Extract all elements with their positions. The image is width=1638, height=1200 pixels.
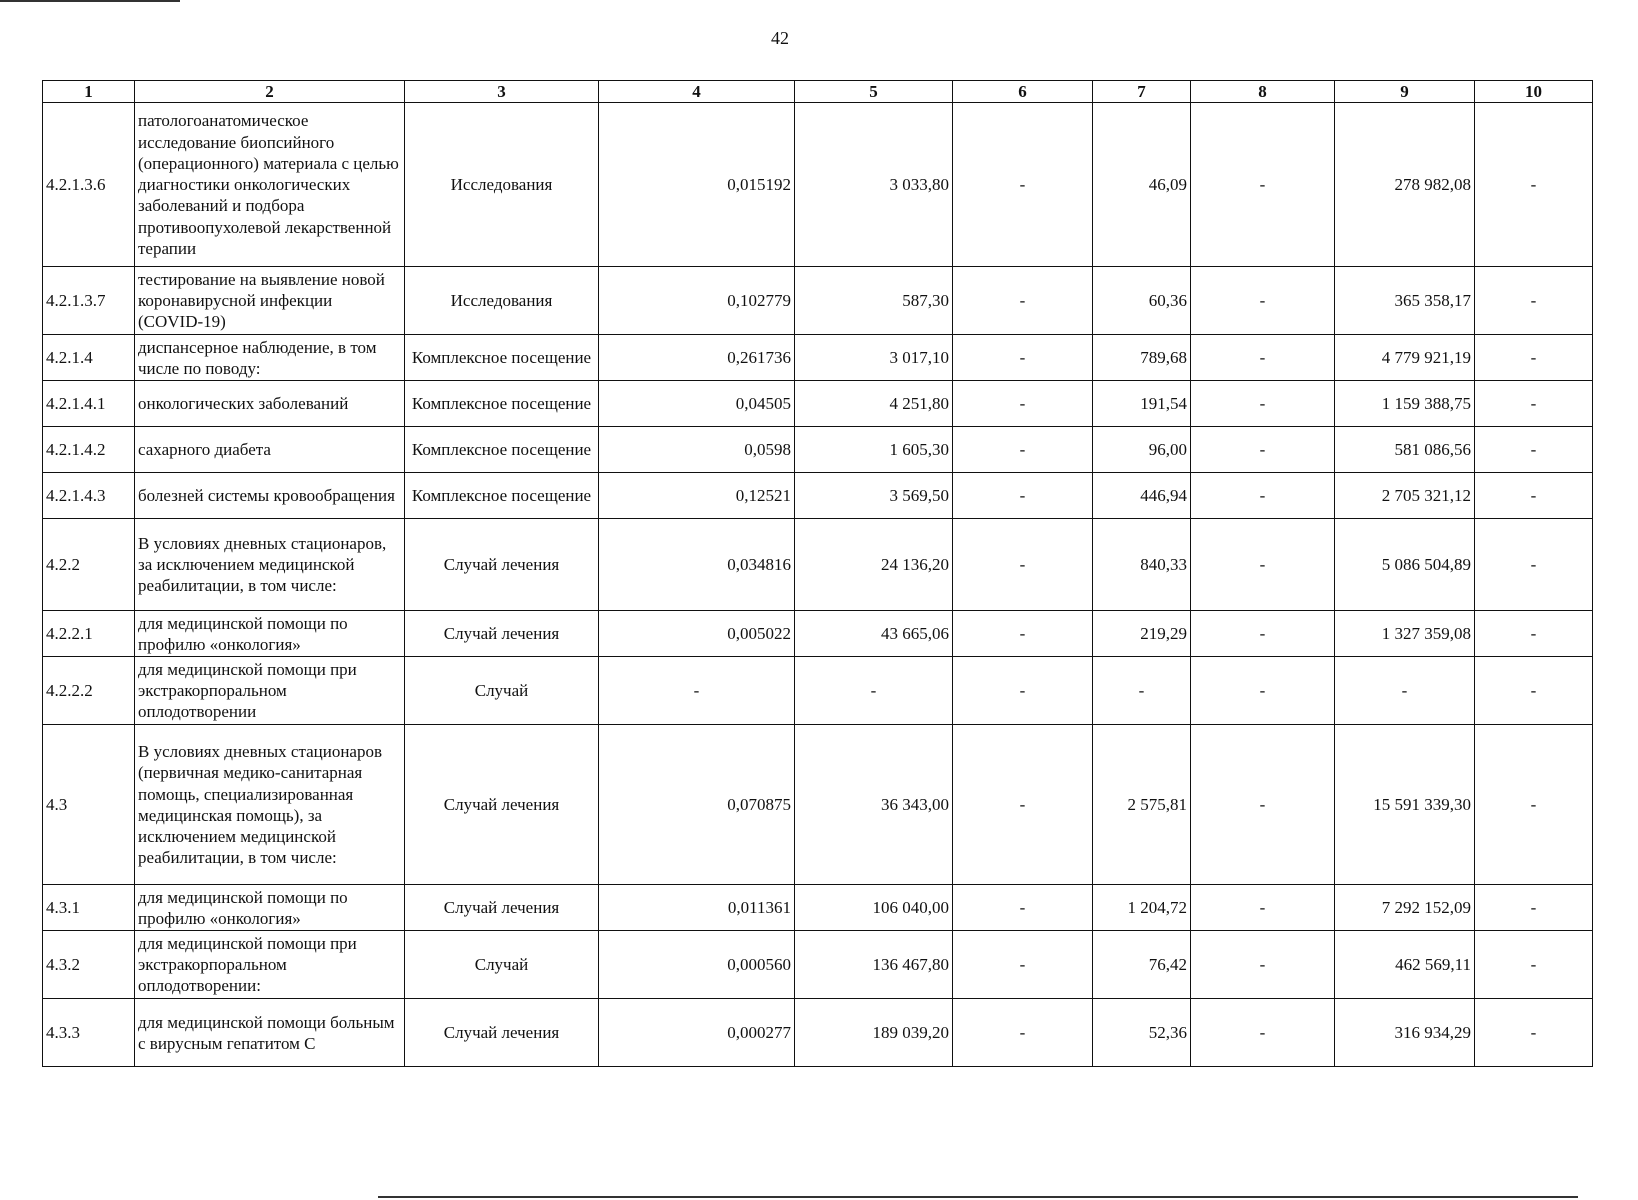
cell-col-5: 3 033,80 [795, 103, 953, 267]
cell-col-5: 4 251,80 [795, 381, 953, 427]
cell-col-10: - [1475, 519, 1593, 611]
cell-name: для медицинской помощи по профилю «онкология» [135, 611, 405, 657]
cell-col-5: 587,30 [795, 267, 953, 335]
cell-col-5: 3 017,10 [795, 335, 953, 381]
cell-col-10: - [1475, 267, 1593, 335]
cell-col-10: - [1475, 103, 1593, 267]
cell-name: В условиях дневных стационаров, за исключением медицинской реабилитации, в том числе: [135, 519, 405, 611]
cell-col-10: - [1475, 657, 1593, 725]
cell-unit: Комплексное посещение [405, 381, 599, 427]
table-body [43, 103, 1593, 1067]
cell-col-8: - [1191, 885, 1335, 931]
cell-name: для медицинской помощи при экстракорпоральном оплодотворении [135, 657, 405, 725]
cell-col-6: - [953, 381, 1093, 427]
cell-col-4: 0,005022 [599, 611, 795, 657]
table-row [43, 381, 1593, 427]
cell-col-9: 581 086,56 [1335, 427, 1475, 473]
cell-col-7: 1 204,72 [1093, 885, 1191, 931]
cell-col-5: 3 569,50 [795, 473, 953, 519]
scan-edge-line [0, 0, 180, 2]
cell-name: патологоанатомическое исследование биопсийного (операционного) материала с целью диагностики онкологических заболеваний и подбора противоопухолевой лекарственной терапии [135, 103, 405, 267]
table-row [43, 473, 1593, 519]
cell-col-7: - [1093, 657, 1191, 725]
cell-unit: Случай [405, 657, 599, 725]
cell-code: 4.3.1 [43, 885, 135, 931]
cell-col-7: 46,09 [1093, 103, 1191, 267]
cell-col-9: 7 292 152,09 [1335, 885, 1475, 931]
cell-col-4: 0,034816 [599, 519, 795, 611]
cell-col-4: 0,261736 [599, 335, 795, 381]
cell-col-8: - [1191, 335, 1335, 381]
cell-col-4: 0,000560 [599, 931, 795, 999]
cell-col-8: - [1191, 999, 1335, 1067]
cell-col-4: 0,0598 [599, 427, 795, 473]
cell-code: 4.2.2.2 [43, 657, 135, 725]
cell-col-4: 0,04505 [599, 381, 795, 427]
cell-col-5: 136 467,80 [795, 931, 953, 999]
cell-unit: Исследования [405, 267, 599, 335]
cell-code: 4.2.1.3.6 [43, 103, 135, 267]
cell-unit: Комплексное посещение [405, 335, 599, 381]
header-col-1: 1 [43, 81, 135, 103]
cell-col-10: - [1475, 381, 1593, 427]
cell-name: болезней системы кровообращения [135, 473, 405, 519]
cell-col-8: - [1191, 103, 1335, 267]
cell-unit: Случай лечения [405, 519, 599, 611]
cell-code: 4.2.1.4.1 [43, 381, 135, 427]
cell-code: 4.3.3 [43, 999, 135, 1067]
cell-col-5: 1 605,30 [795, 427, 953, 473]
cell-col-5: 36 343,00 [795, 725, 953, 885]
table-row [43, 885, 1593, 931]
cell-col-4: 0,011361 [599, 885, 795, 931]
cell-col-6: - [953, 611, 1093, 657]
cell-col-9: 462 569,11 [1335, 931, 1475, 999]
cell-col-8: - [1191, 473, 1335, 519]
cell-col-10: - [1475, 931, 1593, 999]
cell-col-7: 840,33 [1093, 519, 1191, 611]
cell-name: тестирование на выявление новой коронавирусной инфекции (COVID-19) [135, 267, 405, 335]
scan-edge-line-bottom [378, 1196, 1578, 1198]
cell-unit: Случай лечения [405, 611, 599, 657]
cell-col-7: 219,29 [1093, 611, 1191, 657]
table-row [43, 725, 1593, 885]
table-row [43, 519, 1593, 611]
cell-col-6: - [953, 999, 1093, 1067]
cell-col-4: - [599, 657, 795, 725]
cell-col-10: - [1475, 725, 1593, 885]
table-row [43, 999, 1593, 1067]
table-row [43, 657, 1593, 725]
cell-col-6: - [953, 885, 1093, 931]
table-row [43, 267, 1593, 335]
cell-col-9: 1 159 388,75 [1335, 381, 1475, 427]
header-col-9: 9 [1335, 81, 1475, 103]
table-header-row [43, 81, 1593, 103]
cell-code: 4.3 [43, 725, 135, 885]
table-row [43, 427, 1593, 473]
header-col-8: 8 [1191, 81, 1335, 103]
cell-name: для медицинской помощи по профилю «онкология» [135, 885, 405, 931]
cell-col-7: 60,36 [1093, 267, 1191, 335]
cell-col-8: - [1191, 931, 1335, 999]
cell-col-6: - [953, 427, 1093, 473]
cell-col-4: 0,015192 [599, 103, 795, 267]
cell-col-10: - [1475, 427, 1593, 473]
cell-col-6: - [953, 725, 1093, 885]
cell-name: для медицинской помощи при экстракорпоральном оплодотворении: [135, 931, 405, 999]
cell-unit: Исследования [405, 103, 599, 267]
cell-col-5: 43 665,06 [795, 611, 953, 657]
header-col-2: 2 [135, 81, 405, 103]
cell-code: 4.2.2.1 [43, 611, 135, 657]
cell-col-4: 0,102779 [599, 267, 795, 335]
cell-col-8: - [1191, 725, 1335, 885]
cell-unit: Комплексное посещение [405, 473, 599, 519]
cell-col-9: 316 934,29 [1335, 999, 1475, 1067]
cell-code: 4.3.2 [43, 931, 135, 999]
cell-col-8: - [1191, 519, 1335, 611]
cell-col-9: 4 779 921,19 [1335, 335, 1475, 381]
cell-col-9: 15 591 339,30 [1335, 725, 1475, 885]
cell-col-7: 191,54 [1093, 381, 1191, 427]
page-number: 42 [771, 28, 789, 48]
cell-col-10: - [1475, 335, 1593, 381]
cell-code: 4.2.1.4.3 [43, 473, 135, 519]
cell-col-8: - [1191, 381, 1335, 427]
header-col-3: 3 [405, 81, 599, 103]
cell-code: 4.2.1.4 [43, 335, 135, 381]
header-col-7: 7 [1093, 81, 1191, 103]
cell-unit: Комплексное посещение [405, 427, 599, 473]
cell-unit: Случай лечения [405, 725, 599, 885]
cell-col-9: 278 982,08 [1335, 103, 1475, 267]
cell-col-10: - [1475, 473, 1593, 519]
cell-name: сахарного диабета [135, 427, 405, 473]
table-row [43, 103, 1593, 267]
cell-name: диспансерное наблюдение, в том числе по поводу: [135, 335, 405, 381]
cell-col-8: - [1191, 267, 1335, 335]
cell-name: В условиях дневных стационаров (первичная медико-санитарная помощь, специализированная медицинская помощь), за исключением медицинской реабилитации, в том числе: [135, 725, 405, 885]
cell-col-4: 0,12521 [599, 473, 795, 519]
cell-col-5: 106 040,00 [795, 885, 953, 931]
cell-col-9: 1 327 359,08 [1335, 611, 1475, 657]
header-col-5: 5 [795, 81, 953, 103]
cell-col-6: - [953, 657, 1093, 725]
cell-unit: Случай лечения [405, 999, 599, 1067]
cell-col-5: 189 039,20 [795, 999, 953, 1067]
cell-col-9: 5 086 504,89 [1335, 519, 1475, 611]
header-col-4: 4 [599, 81, 795, 103]
cell-col-5: 24 136,20 [795, 519, 953, 611]
table-row [43, 611, 1593, 657]
cell-name: для медицинской помощи больным с вирусным гепатитом С [135, 999, 405, 1067]
cell-col-7: 52,36 [1093, 999, 1191, 1067]
cell-col-4: 0,070875 [599, 725, 795, 885]
cell-col-7: 446,94 [1093, 473, 1191, 519]
header-col-10: 10 [1475, 81, 1593, 103]
cell-col-6: - [953, 519, 1093, 611]
table-row [43, 335, 1593, 381]
cell-col-8: - [1191, 611, 1335, 657]
cell-col-10: - [1475, 885, 1593, 931]
cell-col-7: 76,42 [1093, 931, 1191, 999]
table-row [43, 931, 1593, 999]
cell-col-9: 2 705 321,12 [1335, 473, 1475, 519]
cell-col-7: 96,00 [1093, 427, 1191, 473]
cell-col-6: - [953, 103, 1093, 267]
cell-col-10: - [1475, 611, 1593, 657]
cell-col-6: - [953, 267, 1093, 335]
cell-col-4: 0,000277 [599, 999, 795, 1067]
cell-code: 4.2.2 [43, 519, 135, 611]
cell-unit: Случай [405, 931, 599, 999]
cell-name: онкологических заболеваний [135, 381, 405, 427]
cell-col-7: 789,68 [1093, 335, 1191, 381]
cell-col-5: - [795, 657, 953, 725]
data-table [42, 80, 1593, 1067]
cell-col-9: 365 358,17 [1335, 267, 1475, 335]
cell-col-10: - [1475, 999, 1593, 1067]
cell-code: 4.2.1.3.7 [43, 267, 135, 335]
cell-col-6: - [953, 931, 1093, 999]
cell-col-9: - [1335, 657, 1475, 725]
cell-col-8: - [1191, 427, 1335, 473]
cell-code: 4.2.1.4.2 [43, 427, 135, 473]
cell-col-8: - [1191, 657, 1335, 725]
header-col-6: 6 [953, 81, 1093, 103]
cell-unit: Случай лечения [405, 885, 599, 931]
cell-col-6: - [953, 473, 1093, 519]
cell-col-6: - [953, 335, 1093, 381]
cell-col-7: 2 575,81 [1093, 725, 1191, 885]
